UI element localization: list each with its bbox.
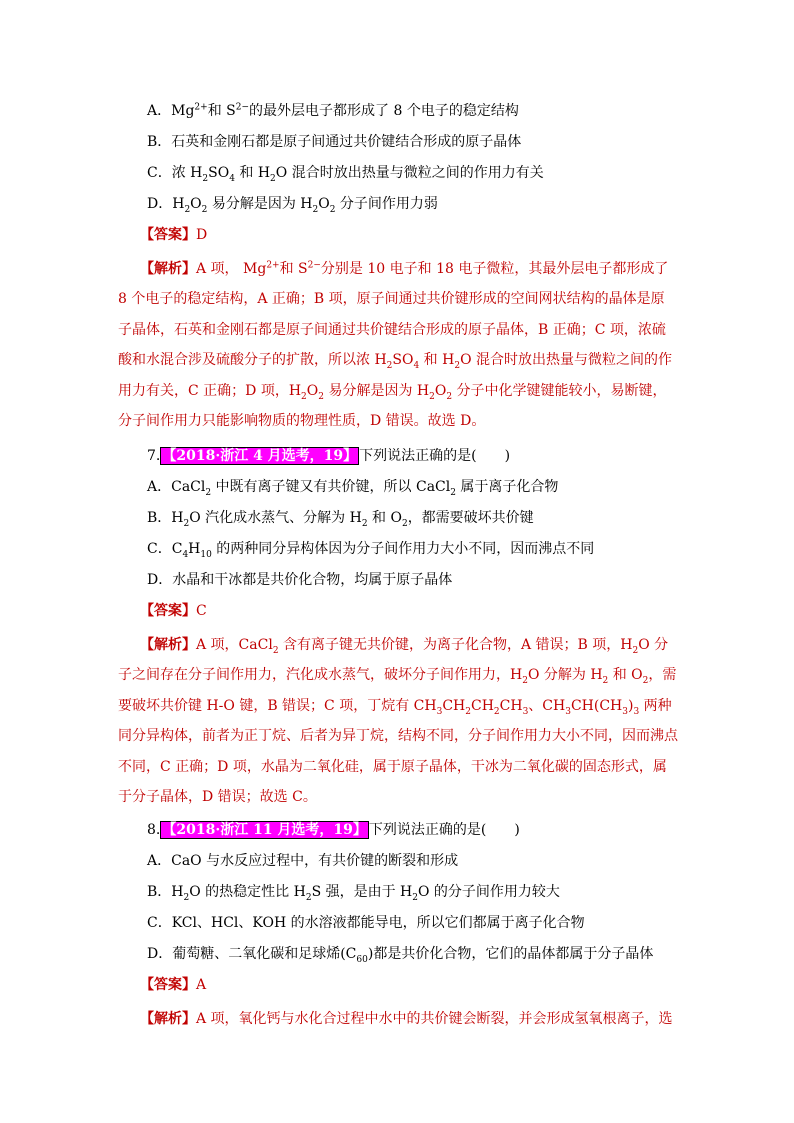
q8-option-b: B．$H_2O$ 的热稳定性比 $H_2S$ 强，是由于 $H_2O$ 的分子间作用力较大 xyxy=(147,884,560,903)
q8-stem: 8. 【2018·浙江 11 月选考，19】 下列说法正确的是( ) xyxy=(147,822,520,838)
q8-answer: 【答案】A xyxy=(140,977,207,993)
q6-option-c: C．浓 $H_2SO_4$ 和 $H_2O$ 混合时放出热量与微粒之间的作用力有关 xyxy=(147,165,544,184)
q6-option-b: B．石英和金刚石都是原子间通过共价键结合形成的原子晶体 xyxy=(147,134,522,150)
q7-analysis: 【解析】A 项，CaCl$_2$ 含有离子键无共价键，为离子化合物，A 错误；B 项，$H_2O$ 分子之间存在分子间作用力，汽化成水蒸气，破坏分子间作用力，$H_2O$ 分解为 $H_2$ 和 $O_2$，需要破坏共价键 H-O 键，B 错误；C 项，丁烷有 $CH_3CH_2CH_2CH_3$、$CH_3CH(CH_3)_3$ 两种同分异构体，前者为正丁烷、后者为异丁烷，结构不同，分子间作用力大小不同，因而沸点不同，C 正确；D 项，水晶为二氧化硅，属于原子晶体，干冰为二氧化碳的固态形式，属于分子晶体，D 错误；故选 C。 xyxy=(118,637,678,806)
q8-analysis: 【解析】A 项，氧化钙与水化合过程中水中的共价键会断裂，并会形成氢氧根离子，选 xyxy=(140,1011,673,1027)
q7-stem: 7. 【2018·浙江 4 月选考，19】 下列说法正确的是( ) xyxy=(147,448,511,464)
q8-option-d: D．葡萄糖、二氧化碳和足球烯$(C_{60})$都是共价化合物，它们的晶体都属于分子晶体 xyxy=(147,946,654,965)
q6-option-d: D．$H_2O_2$ 易分解是因为 $H_2O_2$ 分子间作用力弱 xyxy=(147,196,438,215)
q7-option-d: D．水晶和干冰都是共价化合物，均属于原子晶体 xyxy=(147,572,453,588)
q8-source-tag: 【2018·浙江 11 月选考，19】 xyxy=(162,822,367,838)
q6-analysis: 【解析】A 项， $Mg^{2+}$和 $S^{2-}$分别是 10 电子和 18 电子微粒，其最外层电子都形成了 8 个电子的稳定结构，A 正确；B 项，原子间通过共价键形成的空间网状结构的晶体是原子晶体，石英和金刚石都是原子间通过共价键结合形成的原子晶体，B 正确；C 项，浓硫酸和水混合涉及硫酸分子的扩散，所以浓 $H_2SO_4$ 和 $H_2O$ 混合时放出热量与微粒之间的作用力有关，C 正确；D 项，$H_2O_2$ 易分解是因为 $H_2O_2$ 分子中化学键键能较小，易断键，分子间作用力只能影响物质的物理性质，D 错误。故选 D。 xyxy=(118,260,672,430)
q7-answer: 【答案】C xyxy=(140,603,207,619)
q8-option-a: A．CaO 与水反应过程中，有共价键的断裂和形成 xyxy=(147,853,459,869)
q8-option-c: C．KCl、HCl、KOH 的水溶液都能导电，所以它们都属于离子化合物 xyxy=(147,915,585,931)
q7-option-a: A．CaCl$_2$ 中既有离子键又有共价键，所以 CaCl$_2$ 属于离子化合物 xyxy=(147,479,559,498)
q7-option-c: C．$C_4H_{10}$ 的两种同分异构体因为分子间作用力大小不同，因而沸点不同 xyxy=(147,541,595,560)
q7-source-tag: 【2018·浙江 4 月选考，19】 xyxy=(162,448,358,464)
q6-answer: 【答案】D xyxy=(140,227,208,243)
q7-option-b: B．$H_2O$ 汽化成水蒸气、分解为 $H_2$ 和 $O_2$，都需要破坏共价键 xyxy=(147,510,534,529)
q6-option-a: A．$Mg^{2+}$和 $S^{2-}$的最外层电子都形成了 8 个电子的稳定结构 xyxy=(147,102,519,119)
